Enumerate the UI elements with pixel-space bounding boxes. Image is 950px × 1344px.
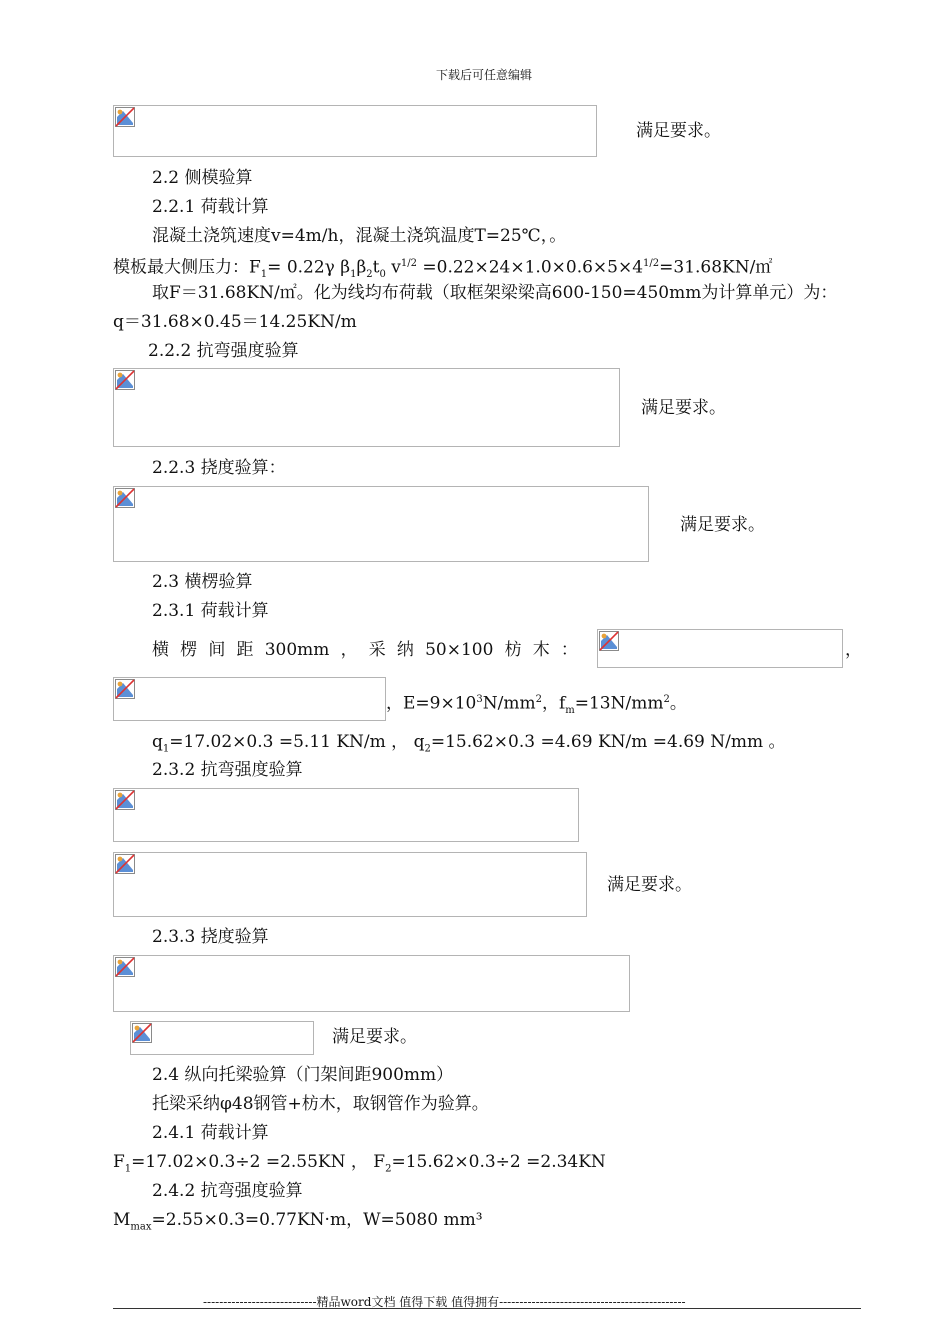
section-heading: 2.4 纵向托梁验算（门架间距900mm） xyxy=(152,1065,454,1085)
section-heading: 2.2.3 挠度验算： xyxy=(152,458,286,478)
section-heading: 2.3.1 荷载计算 xyxy=(152,601,269,621)
section-heading: 2.2.1 荷载计算 xyxy=(152,197,269,217)
formula-image xyxy=(113,955,630,1012)
result-text: 满足要求。 xyxy=(636,121,721,141)
broken-image-icon xyxy=(115,957,135,977)
broken-image-icon xyxy=(115,488,135,508)
pressure-formula: 模板最大侧压力：$F_1= 0.22\gamma$ $\beta_1\beta_2t_0$ $v^{1/2}$ $=0.22\times 24\times 1.0\times 0.6\times 5\times 4^{1/2}=31.68KN/㎡$ xyxy=(113,257,773,281)
body-text: 取F＝31.68KN/㎡。化为线均布荷载（取框架梁梁高600-150=450mm为计算单元）为： xyxy=(152,283,838,303)
section-heading: 2.4.1 荷载计算 xyxy=(152,1123,269,1143)
broken-image-icon xyxy=(115,370,135,390)
page-header: 下载后可任意编辑 xyxy=(436,68,533,82)
body-text: q＝31.68×0.45＝14.25KN/m xyxy=(113,312,357,332)
body-text: 混凝土浇筑速度v=4m/h，混凝土浇筑温度T=25℃，。 xyxy=(152,226,567,246)
section-heading: 2.2 侧模验算 xyxy=(152,168,253,188)
section-heading: 2.3.3 挠度验算 xyxy=(152,927,269,947)
body-text: 托梁采纳φ48钢管+枋木，取钢管作为验算。 xyxy=(152,1094,489,1114)
formula-image xyxy=(113,368,620,447)
section-heading: 2.3 横楞验算 xyxy=(152,572,253,592)
footer-divider xyxy=(113,1308,861,1309)
page-footer: ----------------------------精品word文档 值得下载 值得拥有---------------------------------------------- xyxy=(203,1295,686,1309)
force-text: $F_1=17.02\times 0.3\div 2 =2.55KN$ ， $F_2=15.62\times 0.3\div 2 =2.34KN$ xyxy=(113,1152,606,1175)
result-text: 满足要求。 xyxy=(332,1027,417,1047)
section-heading: 2.3.2 抗弯强度验算 xyxy=(152,760,303,780)
formula-image xyxy=(113,788,579,842)
broken-image-icon xyxy=(115,107,135,127)
formula-image xyxy=(113,486,649,562)
comma-text: ， xyxy=(845,640,862,660)
result-text: 满足要求。 xyxy=(680,515,765,535)
moment-text: $M_{max}=2.55\times 0.3=0.77KN\cdot m$，W=5080 mm³ xyxy=(113,1210,483,1233)
formula-image xyxy=(597,629,843,668)
load-text: $q_1=17.02\times 0.3 =5.11$ KN/m ， $q_2=15.62\times 0.3 =4.69$ KN/m =4.69 N/mm 。 xyxy=(152,732,786,755)
modulus-text: ，$E=9\times 10^3N/mm^2$，$f_m=13N/mm^2$。 xyxy=(386,693,687,717)
section-heading: 2.4.2 抗弯强度验算 xyxy=(152,1181,303,1201)
broken-image-icon xyxy=(115,679,135,699)
spacing-text: 横 楞 间 距 300mm ， 采 纳 50×100 枋 木 ： xyxy=(152,640,578,660)
section-heading: 2.2.2 抗弯强度验算 xyxy=(148,341,299,361)
formula-image xyxy=(113,852,587,917)
result-text: 满足要求。 xyxy=(607,875,692,895)
result-text: 满足要求。 xyxy=(641,398,726,418)
broken-image-icon xyxy=(132,1023,152,1043)
broken-image-icon xyxy=(115,854,135,874)
formula-image xyxy=(130,1021,314,1055)
broken-image-icon xyxy=(599,631,619,651)
broken-image-icon xyxy=(115,790,135,810)
formula-image xyxy=(113,677,386,721)
formula-image xyxy=(113,105,597,157)
